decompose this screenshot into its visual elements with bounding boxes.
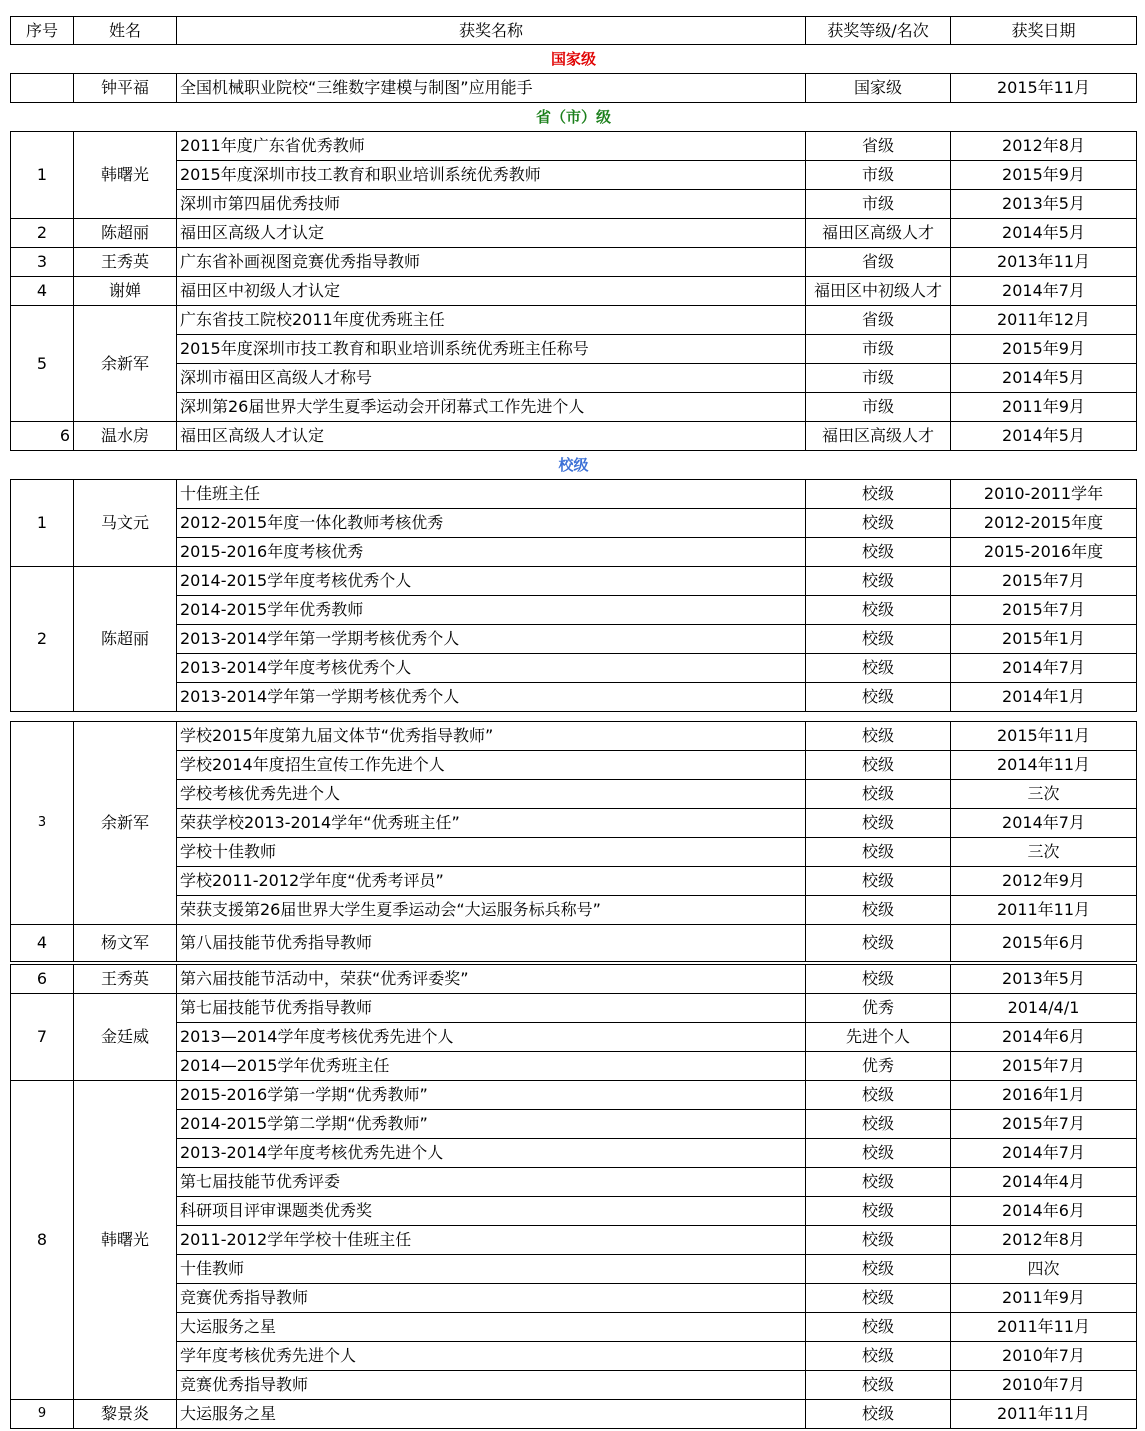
award-name: 学校2011-2012学年度“优秀考评员” xyxy=(177,867,806,896)
award-level: 市级 xyxy=(806,335,951,364)
header-level: 获奖等级/名次 xyxy=(806,17,951,45)
award-level: 福田区中初级人才 xyxy=(806,277,951,306)
award-name: 大运服务之星 xyxy=(177,1313,806,1342)
award-level: 国家级 xyxy=(806,74,951,103)
table-row xyxy=(11,838,1137,867)
table-row xyxy=(11,1255,1137,1284)
award-level: 校级 xyxy=(806,896,951,925)
header-award: 获奖名称 xyxy=(177,17,806,45)
table-row xyxy=(11,1284,1137,1313)
seq-cell: 1 xyxy=(11,132,74,219)
award-name: 2014-2015学年优秀教师 xyxy=(177,596,806,625)
award-name: 福田区高级人才认定 xyxy=(177,422,806,451)
award-level: 校级 xyxy=(806,1081,951,1110)
award-date: 2015年7月 xyxy=(951,567,1137,596)
table-row xyxy=(11,1052,1137,1081)
award-name: 2011年度广东省优秀教师 xyxy=(177,132,806,161)
award-level: 校级 xyxy=(806,867,951,896)
award-name: 荣获支援第26届世界大学生夏季运动会“大运服务标兵称号” xyxy=(177,896,806,925)
award-level: 校级 xyxy=(806,1313,951,1342)
table-row xyxy=(11,1197,1137,1226)
award-date: 2014年7月 xyxy=(951,1139,1137,1168)
table-row xyxy=(11,161,1137,190)
award-level: 校级 xyxy=(806,838,951,867)
award-date: 四次 xyxy=(951,1255,1137,1284)
award-date: 三次 xyxy=(951,838,1137,867)
table-row xyxy=(11,809,1137,838)
award-name: 学校2014年度招生宣传工作先进个人 xyxy=(177,751,806,780)
award-date: 2014年6月 xyxy=(951,1197,1137,1226)
award-level: 校级 xyxy=(806,596,951,625)
table-row xyxy=(11,780,1137,809)
award-date: 2014年7月 xyxy=(951,809,1137,838)
award-level: 校级 xyxy=(806,925,951,962)
section-row xyxy=(11,451,1137,480)
award-date: 2012-2015年度 xyxy=(951,509,1137,538)
award-name: 第八届技能节优秀指导教师 xyxy=(177,925,806,962)
award-name: 2013-2014学年度考核优秀先进个人 xyxy=(177,1139,806,1168)
award-name: 2014-2015学第二学期“优秀教师” xyxy=(177,1110,806,1139)
award-name: 大运服务之星 xyxy=(177,1400,806,1429)
table-row xyxy=(11,422,1137,451)
award-name: 学校十佳教师 xyxy=(177,838,806,867)
award-date: 2014年11月 xyxy=(951,751,1137,780)
award-level: 校级 xyxy=(806,654,951,683)
table-row xyxy=(11,219,1137,248)
table-row xyxy=(11,1371,1137,1400)
award-level: 校级 xyxy=(806,809,951,838)
award-level: 校级 xyxy=(806,509,951,538)
table-row xyxy=(11,509,1137,538)
award-date: 2015年9月 xyxy=(951,161,1137,190)
award-date: 2012年9月 xyxy=(951,867,1137,896)
table-row xyxy=(11,1081,1137,1110)
award-name: 深圳市福田区高级人才称号 xyxy=(177,364,806,393)
award-name: 2013—2014学年度考核优秀先进个人 xyxy=(177,1023,806,1052)
section-title: 省（市）级 xyxy=(11,103,1137,132)
award-name: 2015年度深圳市技工教育和职业培训系统优秀教师 xyxy=(177,161,806,190)
table-row xyxy=(11,596,1137,625)
table-row xyxy=(11,567,1137,596)
name-cell: 钟平福 xyxy=(74,74,177,103)
award-date: 2014年6月 xyxy=(951,1023,1137,1052)
award-date: 2011年9月 xyxy=(951,393,1137,422)
award-level: 校级 xyxy=(806,722,951,751)
award-date: 2014/4/1 xyxy=(951,994,1137,1023)
award-name: 科研项目评审课题类优秀奖 xyxy=(177,1197,806,1226)
name-cell: 韩曙光 xyxy=(74,1081,177,1400)
name-cell: 黎景炎 xyxy=(74,1400,177,1429)
award-level: 校级 xyxy=(806,1110,951,1139)
award-date: 2014年5月 xyxy=(951,219,1137,248)
table-row xyxy=(11,896,1137,925)
award-level: 市级 xyxy=(806,393,951,422)
award-date: 2010年7月 xyxy=(951,1342,1137,1371)
section-title: 国家级 xyxy=(11,45,1137,74)
table-row xyxy=(11,248,1137,277)
award-level: 省级 xyxy=(806,306,951,335)
section-row xyxy=(11,45,1137,74)
name-cell: 马文元 xyxy=(74,480,177,567)
award-date: 2015年7月 xyxy=(951,1052,1137,1081)
table-row xyxy=(11,751,1137,780)
award-date: 2012年8月 xyxy=(951,1226,1137,1255)
award-date: 2013年11月 xyxy=(951,248,1137,277)
award-level: 优秀 xyxy=(806,994,951,1023)
award-name: 学校2015年度第九届文体节“优秀指导教师” xyxy=(177,722,806,751)
seq-cell xyxy=(11,74,74,103)
award-date: 2014年4月 xyxy=(951,1168,1137,1197)
award-name: 深圳市第四届优秀技师 xyxy=(177,190,806,219)
award-level: 市级 xyxy=(806,364,951,393)
table-row xyxy=(11,965,1137,994)
table-row xyxy=(11,538,1137,567)
table-row xyxy=(11,1400,1137,1429)
seq-cell: 3 xyxy=(11,722,74,925)
award-date: 2015年6月 xyxy=(951,925,1137,962)
table-row xyxy=(11,480,1137,509)
award-level: 优秀 xyxy=(806,1052,951,1081)
table-row xyxy=(11,277,1137,306)
award-date: 2015年9月 xyxy=(951,335,1137,364)
award-date: 2010-2011学年 xyxy=(951,480,1137,509)
award-level: 福田区高级人才 xyxy=(806,422,951,451)
award-date: 2011年11月 xyxy=(951,1400,1137,1429)
award-name: 2013-2014学年度考核优秀个人 xyxy=(177,654,806,683)
award-date: 2011年11月 xyxy=(951,1313,1137,1342)
award-date: 2014年5月 xyxy=(951,422,1137,451)
award-level: 校级 xyxy=(806,1255,951,1284)
award-level: 校级 xyxy=(806,567,951,596)
award-level: 福田区高级人才 xyxy=(806,219,951,248)
award-name: 十佳班主任 xyxy=(177,480,806,509)
name-cell: 余新军 xyxy=(74,722,177,925)
seq-cell: 2 xyxy=(11,567,74,712)
table-row xyxy=(11,925,1137,962)
name-cell: 陈超丽 xyxy=(74,567,177,712)
award-level: 校级 xyxy=(806,1226,951,1255)
header-seq: 序号 xyxy=(11,17,74,45)
header-name: 姓名 xyxy=(74,17,177,45)
header-row xyxy=(11,17,1137,45)
award-name: 2014-2015学年度考核优秀个人 xyxy=(177,567,806,596)
header-date: 获奖日期 xyxy=(951,17,1137,45)
row-gap xyxy=(11,712,1137,722)
award-name: 全国机械职业院校“三维数字建模与制图”应用能手 xyxy=(177,74,806,103)
award-level: 校级 xyxy=(806,1139,951,1168)
award-name: 福田区高级人才认定 xyxy=(177,219,806,248)
table-row xyxy=(11,364,1137,393)
award-name: 广东省技工院校2011年度优秀班主任 xyxy=(177,306,806,335)
award-name: 竞赛优秀指导教师 xyxy=(177,1371,806,1400)
seq-cell: 3 xyxy=(11,248,74,277)
table-row xyxy=(11,994,1137,1023)
award-level: 校级 xyxy=(806,1342,951,1371)
award-name: 2013-2014学年第一学期考核优秀个人 xyxy=(177,683,806,712)
award-level: 校级 xyxy=(806,965,951,994)
name-cell: 谢婵 xyxy=(74,277,177,306)
table-row xyxy=(11,190,1137,219)
seq-cell: 5 xyxy=(11,306,74,422)
table-row xyxy=(11,1023,1137,1052)
award-name: 第六届技能节活动中，荣获“优秀评委奖” xyxy=(177,965,806,994)
table-row xyxy=(11,1342,1137,1371)
award-name: 第七届技能节优秀指导教师 xyxy=(177,994,806,1023)
award-level: 校级 xyxy=(806,1168,951,1197)
award-name: 学校考核优秀先进个人 xyxy=(177,780,806,809)
award-name: 2011-2012学年学校十佳班主任 xyxy=(177,1226,806,1255)
table-row xyxy=(11,1110,1137,1139)
award-level: 市级 xyxy=(806,161,951,190)
award-name: 竞赛优秀指导教师 xyxy=(177,1284,806,1313)
name-cell: 温水房 xyxy=(74,422,177,451)
name-cell: 王秀英 xyxy=(74,965,177,994)
seq-cell: 6 xyxy=(11,965,74,994)
seq-cell: 6 xyxy=(11,422,74,451)
name-cell: 余新军 xyxy=(74,306,177,422)
award-date: 2015年11月 xyxy=(951,74,1137,103)
award-date: 2015年1月 xyxy=(951,625,1137,654)
award-name: 深圳第26届世界大学生夏季运动会开闭幕式工作先进个人 xyxy=(177,393,806,422)
seq-cell: 9 xyxy=(11,1400,74,1429)
award-level: 省级 xyxy=(806,248,951,277)
gap-cell xyxy=(11,712,1137,722)
seq-cell: 7 xyxy=(11,994,74,1081)
award-level: 校级 xyxy=(806,1371,951,1400)
award-name: 2014—2015学年优秀班主任 xyxy=(177,1052,806,1081)
award-level: 校级 xyxy=(806,480,951,509)
award-date: 2011年11月 xyxy=(951,896,1137,925)
award-level: 校级 xyxy=(806,625,951,654)
table-row xyxy=(11,654,1137,683)
award-date: 三次 xyxy=(951,780,1137,809)
award-date: 2011年9月 xyxy=(951,1284,1137,1313)
award-name: 荣获学校2013-2014学年“优秀班主任” xyxy=(177,809,806,838)
table-row xyxy=(11,683,1137,712)
section-title: 校级 xyxy=(11,451,1137,480)
seq-cell: 1 xyxy=(11,480,74,567)
name-cell: 王秀英 xyxy=(74,248,177,277)
award-date: 2015年11月 xyxy=(951,722,1137,751)
award-date: 2014年1月 xyxy=(951,683,1137,712)
name-cell: 金廷威 xyxy=(74,994,177,1081)
name-cell: 韩曙光 xyxy=(74,132,177,219)
award-level: 市级 xyxy=(806,190,951,219)
awards-table-body xyxy=(11,17,1137,1429)
award-name: 学年度考核优秀先进个人 xyxy=(177,1342,806,1371)
award-date: 2016年1月 xyxy=(951,1081,1137,1110)
award-level: 校级 xyxy=(806,538,951,567)
award-name: 2015-2016年度考核优秀 xyxy=(177,538,806,567)
award-date: 2014年5月 xyxy=(951,364,1137,393)
seq-cell: 4 xyxy=(11,277,74,306)
table-row xyxy=(11,722,1137,751)
table-row xyxy=(11,1168,1137,1197)
seq-cell: 2 xyxy=(11,219,74,248)
award-date: 2011年12月 xyxy=(951,306,1137,335)
table-row xyxy=(11,335,1137,364)
table-row xyxy=(11,393,1137,422)
name-cell: 杨文军 xyxy=(74,925,177,962)
award-date: 2012年8月 xyxy=(951,132,1137,161)
award-name: 十佳教师 xyxy=(177,1255,806,1284)
award-name: 2015-2016学第一学期“优秀教师” xyxy=(177,1081,806,1110)
table-row xyxy=(11,1226,1137,1255)
award-date: 2015-2016年度 xyxy=(951,538,1137,567)
award-date: 2013年5月 xyxy=(951,190,1137,219)
award-level: 校级 xyxy=(806,1400,951,1429)
award-level: 校级 xyxy=(806,1284,951,1313)
seq-cell: 4 xyxy=(11,925,74,962)
table-row xyxy=(11,306,1137,335)
table-row xyxy=(11,74,1137,103)
award-name: 2013-2014学年第一学期考核优秀个人 xyxy=(177,625,806,654)
award-level: 校级 xyxy=(806,751,951,780)
award-level: 省级 xyxy=(806,132,951,161)
award-level: 校级 xyxy=(806,780,951,809)
award-name: 广东省补画视图竞赛优秀指导教师 xyxy=(177,248,806,277)
award-level: 先进个人 xyxy=(806,1023,951,1052)
name-cell: 陈超丽 xyxy=(74,219,177,248)
award-date: 2015年7月 xyxy=(951,1110,1137,1139)
award-name: 第七届技能节优秀评委 xyxy=(177,1168,806,1197)
table-row xyxy=(11,1139,1137,1168)
award-name: 2012-2015年度一体化教师考核优秀 xyxy=(177,509,806,538)
table-row xyxy=(11,132,1137,161)
table-row xyxy=(11,867,1137,896)
award-date: 2010年7月 xyxy=(951,1371,1137,1400)
table-row xyxy=(11,625,1137,654)
award-level: 校级 xyxy=(806,683,951,712)
award-level: 校级 xyxy=(806,1197,951,1226)
award-name: 2015年度深圳市技工教育和职业培训系统优秀班主任称号 xyxy=(177,335,806,364)
award-date: 2014年7月 xyxy=(951,277,1137,306)
seq-cell: 8 xyxy=(11,1081,74,1400)
award-date: 2015年7月 xyxy=(951,596,1137,625)
table-row xyxy=(11,1313,1137,1342)
award-date: 2014年7月 xyxy=(951,654,1137,683)
awards-table xyxy=(10,16,1137,1429)
award-name: 福田区中初级人才认定 xyxy=(177,277,806,306)
award-date: 2013年5月 xyxy=(951,965,1137,994)
section-row xyxy=(11,103,1137,132)
